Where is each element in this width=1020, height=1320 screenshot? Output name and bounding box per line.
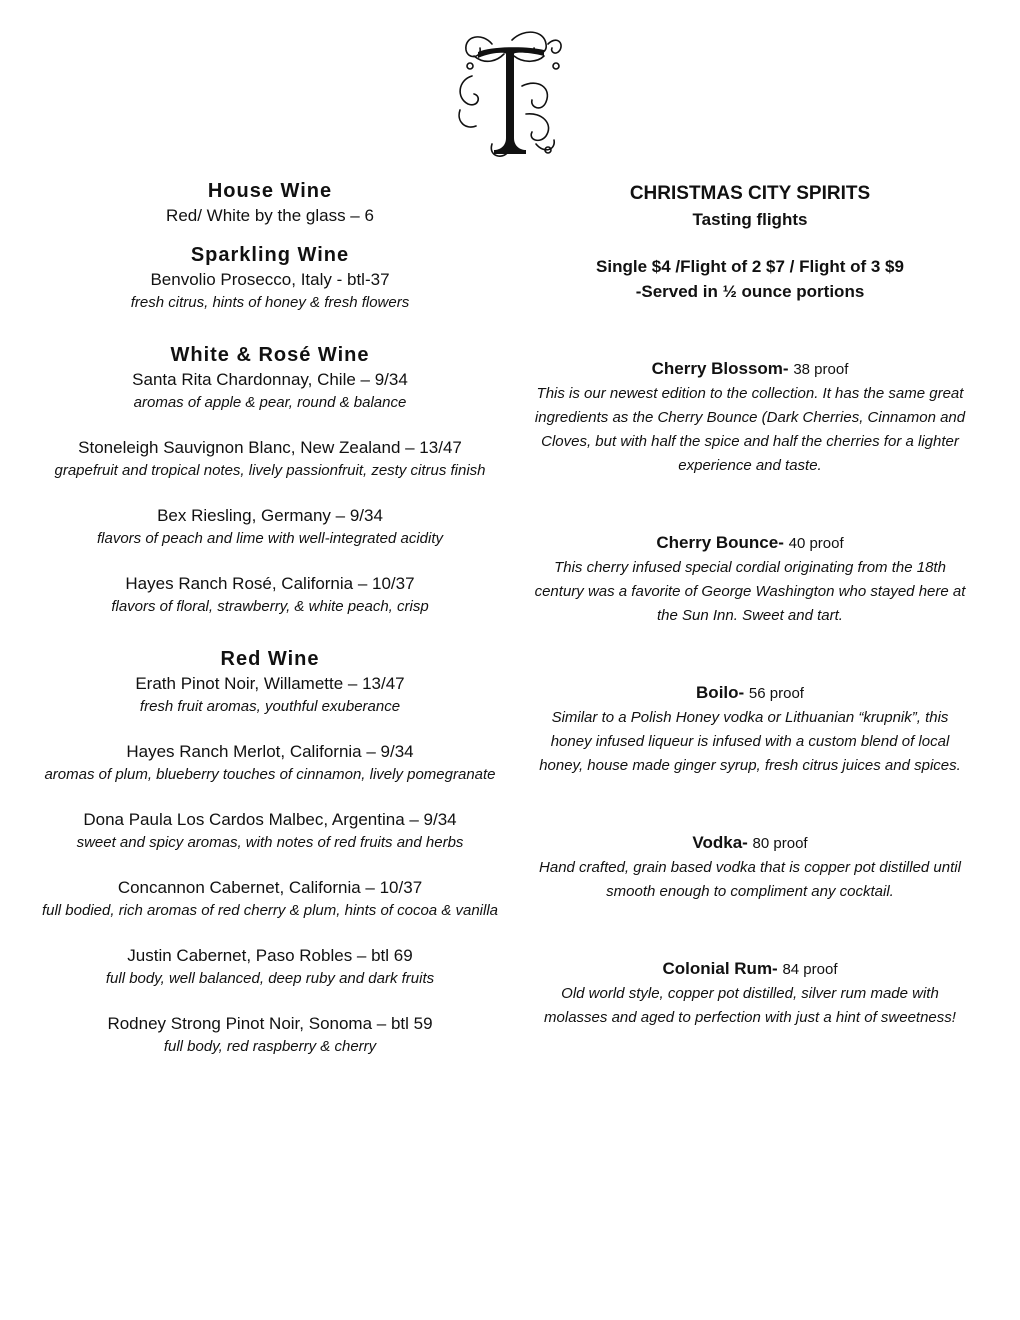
wine-description: flavors of floral, strawberry, & white peach, crisp bbox=[111, 598, 429, 615]
spirit-proof: 38 proof bbox=[793, 361, 849, 378]
spirit-name: Cherry Blossom- bbox=[651, 359, 789, 378]
wine-item bbox=[40, 808, 500, 854]
serving-note: -Served in ½ ounce portions bbox=[635, 282, 865, 301]
spirits-title: CHRISTMAS CITY SPIRITS bbox=[629, 183, 871, 204]
wine-name: Hayes Ranch Rosé, California – 10/37 bbox=[125, 574, 415, 593]
logo-graphic bbox=[452, 26, 568, 162]
spirit-item bbox=[530, 680, 970, 778]
wine-column bbox=[40, 178, 500, 1058]
spirit-description: Hand crafted, grain based vodka that is copper pot distilled until smooth enough to compliment any cocktail. bbox=[539, 859, 961, 900]
wine-description: fresh citrus, hints of honey & fresh flowers bbox=[130, 294, 410, 311]
spirit-description: This is our newest edition to the collection. It has the same great ingredients as the Cherry Bounce (Dark Cherries, Cinnamon and Cloves, but with half the spice and half the cherries for a lighter experience and taste. bbox=[534, 385, 966, 474]
wine-name: Bex Riesling, Germany – 9/34 bbox=[157, 506, 383, 525]
wine-item bbox=[40, 436, 500, 482]
wine-name: Stoneleigh Sauvignon Blanc, New Zealand – 13/47 bbox=[78, 438, 462, 457]
wine-description: full body, red raspberry & cherry bbox=[163, 1038, 377, 1055]
wine-item bbox=[40, 1012, 500, 1058]
house-wine-section bbox=[40, 178, 500, 228]
spirit-item bbox=[530, 830, 970, 904]
wine-item bbox=[40, 368, 500, 414]
wine-name: Erath Pinot Noir, Willamette – 13/47 bbox=[135, 674, 405, 693]
flight-pricing: Single $4 /Flight of 2 $7 / Flight of 3 $9 bbox=[596, 257, 904, 276]
wine-item bbox=[40, 268, 500, 314]
wine-name: Rodney Strong Pinot Noir, Sonoma – btl 59 bbox=[107, 1014, 433, 1033]
wine-item bbox=[40, 672, 500, 718]
spirit-name: Vodka- bbox=[692, 833, 748, 852]
spirit-description: Similar to a Polish Honey vodka or Lithuanian “krupnik”, this honey infused liqueur is infused with a custom blend of local honey, house made ginger syrup, fresh citrus juices and spices. bbox=[539, 709, 961, 774]
red-wine-section bbox=[40, 646, 500, 1058]
section-title: House Wine bbox=[207, 180, 333, 202]
wine-description: flavors of peach and lime with well-integrated acidity bbox=[96, 530, 443, 547]
spirit-description: Old world style, copper pot distilled, silver rum made with molasses and aged to perfection with just a hint of sweetness! bbox=[544, 985, 956, 1026]
spirit-description: This cherry infused special cordial originating from the 18th century was a favorite of George Washington who stayed here at the Sun Inn. Sweet and tart. bbox=[534, 559, 966, 624]
wine-item bbox=[40, 572, 500, 618]
spirit-proof: 84 proof bbox=[782, 961, 838, 978]
wine-item bbox=[40, 504, 500, 550]
section-subtitle: Red/ White by the glass – 6 bbox=[166, 206, 374, 225]
wine-name: Benvolio Prosecco, Italy - btl-37 bbox=[150, 270, 390, 289]
wine-description: full body, well balanced, deep ruby and dark fruits bbox=[105, 970, 435, 987]
wine-description: grapefruit and tropical notes, lively passionfruit, zesty citrus finish bbox=[54, 462, 486, 479]
wine-description: full bodied, rich aromas of red cherry & plum, hints of cocoa & vanilla bbox=[41, 902, 499, 919]
section-title: Red Wine bbox=[220, 648, 320, 670]
wine-description: aromas of plum, blueberry touches of cinnamon, lively pomegranate bbox=[44, 766, 496, 783]
spirit-proof: 56 proof bbox=[748, 685, 804, 702]
spirit-name-line bbox=[530, 680, 970, 706]
spirit-item bbox=[530, 956, 970, 1030]
spirit-name-line bbox=[530, 956, 970, 982]
wine-item bbox=[40, 740, 500, 786]
wine-name: Dona Paula Los Cardos Malbec, Argentina – 9/34 bbox=[83, 810, 457, 829]
section-title: Sparkling Wine bbox=[190, 244, 350, 266]
wine-description: fresh fruit aromas, youthful exuberance bbox=[139, 698, 401, 715]
spirit-name: Cherry Bounce- bbox=[656, 533, 784, 552]
spirits-subtitle: Tasting flights bbox=[692, 210, 808, 229]
wine-name: Justin Cabernet, Paso Robles – btl 69 bbox=[127, 946, 413, 965]
spirit-item bbox=[530, 356, 970, 478]
spirit-name-line bbox=[530, 530, 970, 556]
sparkling-wine-section bbox=[40, 242, 500, 314]
spirit-proof: 40 proof bbox=[788, 535, 844, 552]
wine-name: Hayes Ranch Merlot, California – 9/34 bbox=[126, 742, 414, 761]
ornate-t-monogram-icon bbox=[452, 26, 568, 162]
spirits-column bbox=[530, 180, 970, 1030]
wine-description: sweet and spicy aromas, with notes of red fruits and herbs bbox=[76, 834, 464, 851]
white-rose-wine-section bbox=[40, 342, 500, 618]
wine-description: aromas of apple & pear, round & balance bbox=[133, 394, 407, 411]
spirit-name: Colonial Rum- bbox=[662, 959, 778, 978]
wine-item bbox=[40, 876, 500, 922]
spirit-name-line bbox=[530, 356, 970, 382]
wine-item bbox=[40, 944, 500, 990]
spirit-name: Boilo- bbox=[696, 683, 745, 702]
section-title: White & Rosé Wine bbox=[170, 344, 370, 366]
spirit-proof: 80 proof bbox=[752, 835, 808, 852]
spirit-item bbox=[530, 530, 970, 628]
spirit-name-line bbox=[530, 830, 970, 856]
wine-name: Concannon Cabernet, California – 10/37 bbox=[117, 878, 423, 897]
wine-name: Santa Rita Chardonnay, Chile – 9/34 bbox=[132, 370, 408, 389]
